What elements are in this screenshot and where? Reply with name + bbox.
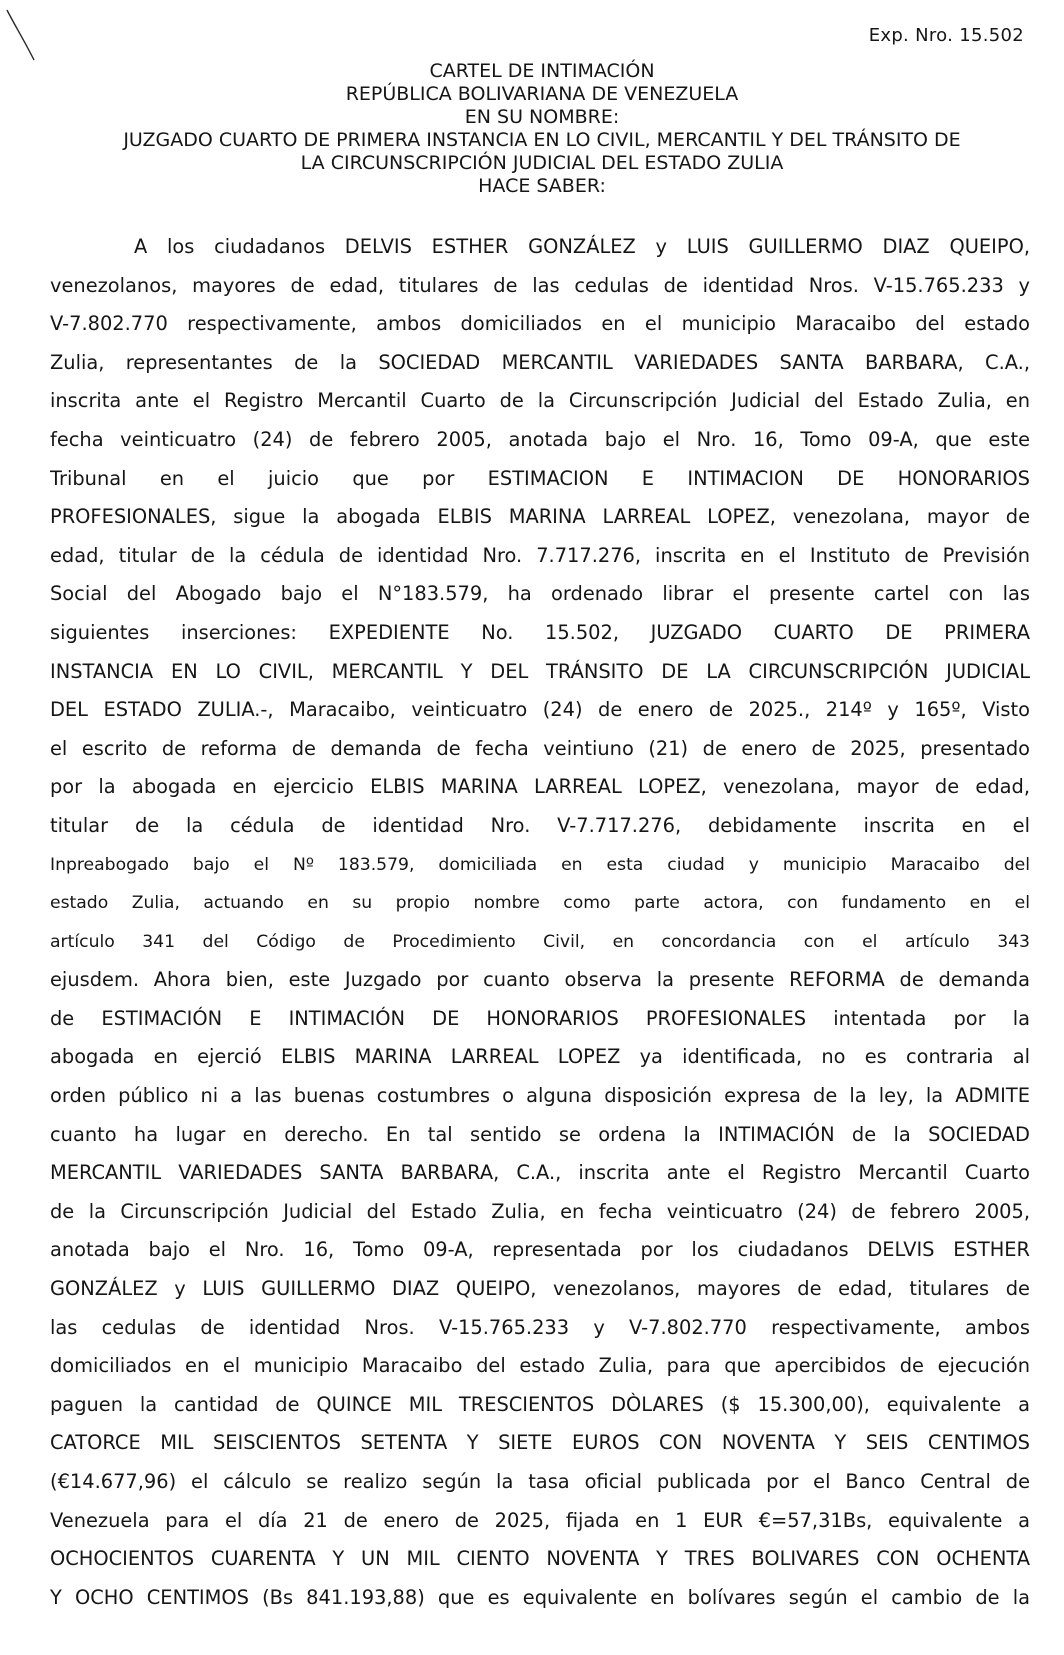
body-line: abogada en ejerció ELBIS MARINA LARREAL LOPEZ ya identificada, no es contraria al [50,1045,1030,1069]
body-line: V-7.802.770 respectivamente, ambos domiciliados en el municipio Maracaibo del estado [50,312,1030,336]
body-line: edad, titular de la cédula de identidad Nro. 7.717.276, inscrita en el Instituto de Previsión [50,543,1030,567]
corner-pen-mark [4,6,44,66]
body-line: Tribunal en el juicio que por ESTIMACION E INTIMACION DE HONORARIOS [50,466,1030,490]
expediente-number: Exp. Nro. 15.502 [868,25,1024,46]
header-line: HACE SABER: [478,175,606,197]
body-line: de ESTIMACIÓN E INTIMACIÓN DE HONORARIOS PROFESIONALES intentada por la [50,1006,1030,1030]
body-line: INSTANCIA EN LO CIVIL, MERCANTIL Y DEL TRÁNSITO DE LA CIRCUNSCRIPCIÓN JUDICIAL [50,659,1030,683]
header-line: EN SU NOMBRE: [464,106,620,128]
body-line: domiciliados en el municipio Maracaibo del estado Zulia, para que apercibidos de ejecución [50,1354,1030,1378]
body-line: ejusdem. Ahora bien, este Juzgado por cuanto observa la presente REFORMA de demanda [50,968,1030,992]
body-line: fecha veinticuatro (24) de febrero 2005, anotada bajo el Nro. 16, Tomo 09-A, que este [50,427,1030,451]
body-line: OCHOCIENTOS CUARENTA Y UN MIL CIENTO NOVENTA Y TRES BOLIVARES CON OCHENTA [50,1547,1030,1571]
body-line: anotada bajo el Nro. 16, Tomo 09-A, representada por los ciudadanos DELVIS ESTHER [50,1238,1030,1262]
body-line: siguientes inserciones: EXPEDIENTE No. 15.502, JUZGADO CUARTO DE PRIMERA [50,620,1030,644]
body-line: cuanto ha lugar en derecho. En tal sentido se ordena la INTIMACIÓN de la SOCIEDAD [50,1122,1030,1146]
body-line: Y OCHO CENTIMOS (Bs 841.193,88) que es equivalente en bolívares según el cambio de la [50,1585,1030,1609]
document-header [50,60,1034,198]
header-line: REPÚBLICA BOLIVARIANA DE VENEZUELA [345,83,739,105]
body-line: titular de la cédula de identidad Nro. V-7.717.276, debidamente inscrita en el [50,813,1030,837]
body-line: estado Zulia, actuando en su propio nombre como parte actora, con fundamento en el [50,893,1030,914]
header-line: JUZGADO CUARTO DE PRIMERA INSTANCIA EN LO CIVIL, MERCANTIL Y DEL TRÁNSITO DE [123,129,961,151]
body-line: PROFESIONALES, sigue la abogada ELBIS MARINA LARREAL LOPEZ, venezolana, mayor de [50,505,1030,529]
body-line: paguen la cantidad de QUINCE MIL TRESCIENTOS DÒLARES ($ 15.300,00), equivalente a [50,1392,1030,1416]
body-line: A los ciudadanos DELVIS ESTHER GONZÁLEZ y LUIS GUILLERMO DIAZ QUEIPO, [134,235,1030,258]
header-line: LA CIRCUNSCRIPCIÓN JUDICIAL DEL ESTADO ZULIA [300,152,784,174]
body-line: GONZÁLEZ y LUIS GUILLERMO DIAZ QUEIPO, venezolanos, mayores de edad, titulares de [50,1277,1030,1301]
document-body [50,232,1030,1621]
body-line: las cedulas de identidad Nros. V-15.765.233 y V-7.802.770 respectivamente, ambos [50,1315,1030,1339]
body-line: de la Circunscripción Judicial del Estado Zulia, en fecha veinticuatro (24) de febrero 2005, [50,1199,1030,1223]
body-line: el escrito de reforma de demanda de fecha veintiuno (21) de enero de 2025, presentado [50,736,1030,760]
body-line: DEL ESTADO ZULIA.-, Maracaibo, veinticuatro (24) de enero de 2025., 214º y 165º, Visto [50,698,1030,722]
body-line: Zulia, representantes de la SOCIEDAD MERCANTIL VARIEDADES SANTA BARBARA, C.A., [50,350,1030,374]
header-line: CARTEL DE INTIMACIÓN [429,60,655,82]
body-line: Venezuela para el día 21 de enero de 2025, fijada en 1 EUR €=57,31Bs, equivalente a [50,1508,1030,1532]
body-line: CATORCE MIL SEISCIENTOS SETENTA Y SIETE EUROS CON NOVENTA Y SEIS CENTIMOS [50,1431,1030,1455]
body-line: inscrita ante el Registro Mercantil Cuarto de la Circunscripción Judicial del Estado Zulia, en [50,389,1030,413]
body-line: venezolanos, mayores de edad, titulares de las cedulas de identidad Nros. V-15.765.233 y [50,273,1030,297]
body-line: artículo 341 del Código de Procedimiento Civil, en concordancia con el artículo 343 [50,931,1030,952]
body-line: MERCANTIL VARIEDADES SANTA BARBARA, C.A., inscrita ante el Registro Mercantil Cuarto [50,1161,1030,1185]
body-line: (€14.677,96) el cálculo se realizo según la tasa oficial publicada por el Banco Central de [50,1470,1030,1493]
body-line: Inpreabogado bajo el Nº 183.579, domiciliada en esta ciudad y municipio Maracaibo del [50,854,1030,875]
body-line: orden público ni a las buenas costumbres o alguna disposición expresa de la ley, la ADMITE [50,1084,1030,1108]
body-line: por la abogada en ejercicio ELBIS MARINA LARREAL LOPEZ, venezolana, mayor de edad, [50,775,1030,799]
body-line: Social del Abogado bajo el N°183.579, ha ordenado librar el presente cartel con las [50,582,1030,606]
